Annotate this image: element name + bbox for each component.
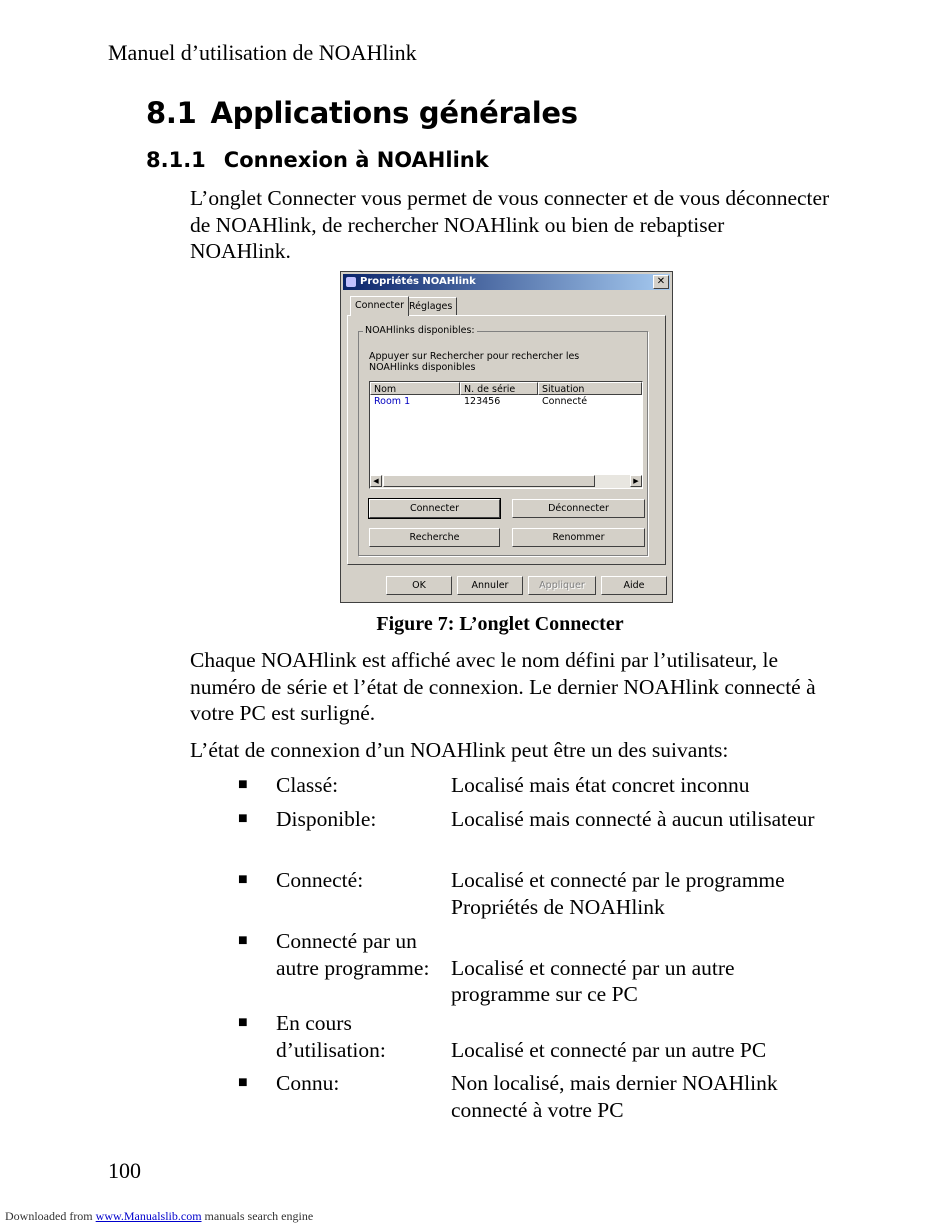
subsection-title: Connexion à NOAHlink [223,148,489,172]
column-header-status[interactable]: Situation [538,382,642,395]
section-heading [146,96,578,130]
bullet-icon: ■ [238,1014,248,1031]
instruction-text: Appuyer sur Rechercher pour rechercher les NOAHlinks disponibles [369,351,580,373]
available-noahlinks-group [358,325,648,556]
subsection-number: 8.1.1 [146,148,206,172]
download-footer [5,1209,313,1224]
help-button[interactable]: Aide [601,576,667,595]
close-button[interactable]: ✕ [653,275,669,289]
properties-dialog [340,271,673,603]
row-name: Room 1 [374,396,411,407]
status-term: Connu: [276,1071,340,1095]
status-term: Classé: [276,773,339,797]
status-term: Connecté par un autre programme: [276,929,430,980]
scroll-thumb[interactable] [383,475,595,487]
status-intro-paragraph: L’état de connexion d’un NOAHlink peut être un des suivants: [190,738,729,762]
footer-prefix: Downloaded from [5,1209,96,1223]
section-number: 8.1 [146,96,197,130]
list-header [370,382,642,395]
status-description: Localisé mais état concret inconnu [451,773,750,797]
description-paragraph: Chaque NOAHlink est affiché avec le nom défini par l’utilisateur, le numéro de série et l’état de connexion. Le dernier NOAHlink connecté à votre PC est surligné. [190,648,816,725]
scroll-right-icon[interactable]: ▶ [630,475,642,487]
status-description: Localisé mais connecté à aucun utilisateur [451,807,815,831]
noahlink-list[interactable] [369,381,643,489]
bullet-icon: ■ [238,1074,248,1091]
tab-panel [347,315,666,565]
scroll-left-icon[interactable]: ◀ [370,475,382,487]
page-number: 100 [108,1158,141,1183]
footer-suffix: manuals search engine [201,1209,314,1223]
horizontal-scrollbar[interactable] [370,475,642,488]
bullet-icon: ■ [238,871,248,888]
ok-button[interactable]: OK [386,576,452,595]
row-status: Connecté [542,396,588,407]
column-header-serial[interactable]: N. de série [460,382,538,395]
bullet-icon: ■ [238,932,248,949]
running-header: Manuel d’utilisation de NOAHlink [108,40,417,65]
rename-button[interactable]: Renommer [512,528,645,547]
dialog-titlebar [343,274,670,290]
status-description: Localisé et connecté par un autre programme sur ce PC [451,955,735,1006]
status-description: Non localisé, mais dernier NOAHlink connecté à votre PC [451,1071,778,1122]
status-term: Connecté: [276,868,364,892]
apply-button[interactable]: Appliquer [528,576,596,595]
connect-button[interactable]: Connecter [369,499,500,518]
column-header-name[interactable]: Nom [370,382,460,395]
cancel-button[interactable]: Annuler [457,576,523,595]
status-description: Localisé et connecté par le programme Propriétés de NOAHlink [451,868,785,919]
row-serial: 123456 [464,396,501,407]
tab-reglages[interactable]: Réglages [404,297,457,315]
status-term: En cours d’utilisation: [276,1011,386,1062]
dialog-title: Propriétés NOAHlink [360,276,476,287]
group-label: NOAHlinks disponibles: [365,325,475,336]
section-title: Applications générales [210,96,578,130]
intro-paragraph: L’onglet Connecter vous permet de vous connecter et de vous déconnecter de NOAHlink, de rechercher NOAHlink ou bien de rebaptiser NOAHlink. [190,186,830,263]
search-button[interactable]: Recherche [369,528,500,547]
bullet-icon: ■ [238,810,248,827]
app-icon [346,277,356,287]
tab-connecter[interactable]: Connecter [350,296,409,316]
manualslib-link[interactable]: www.Manualslib.com [95,1209,202,1223]
list-item[interactable] [370,396,642,408]
status-description: Localisé et connecté par un autre PC [451,1037,767,1062]
bullet-icon: ■ [238,776,248,793]
disconnect-button[interactable]: Déconnecter [512,499,645,518]
figure-caption: Figure 7: L’onglet Connecter [376,613,624,635]
status-term: Disponible: [276,807,377,831]
subsection-heading [146,148,489,172]
